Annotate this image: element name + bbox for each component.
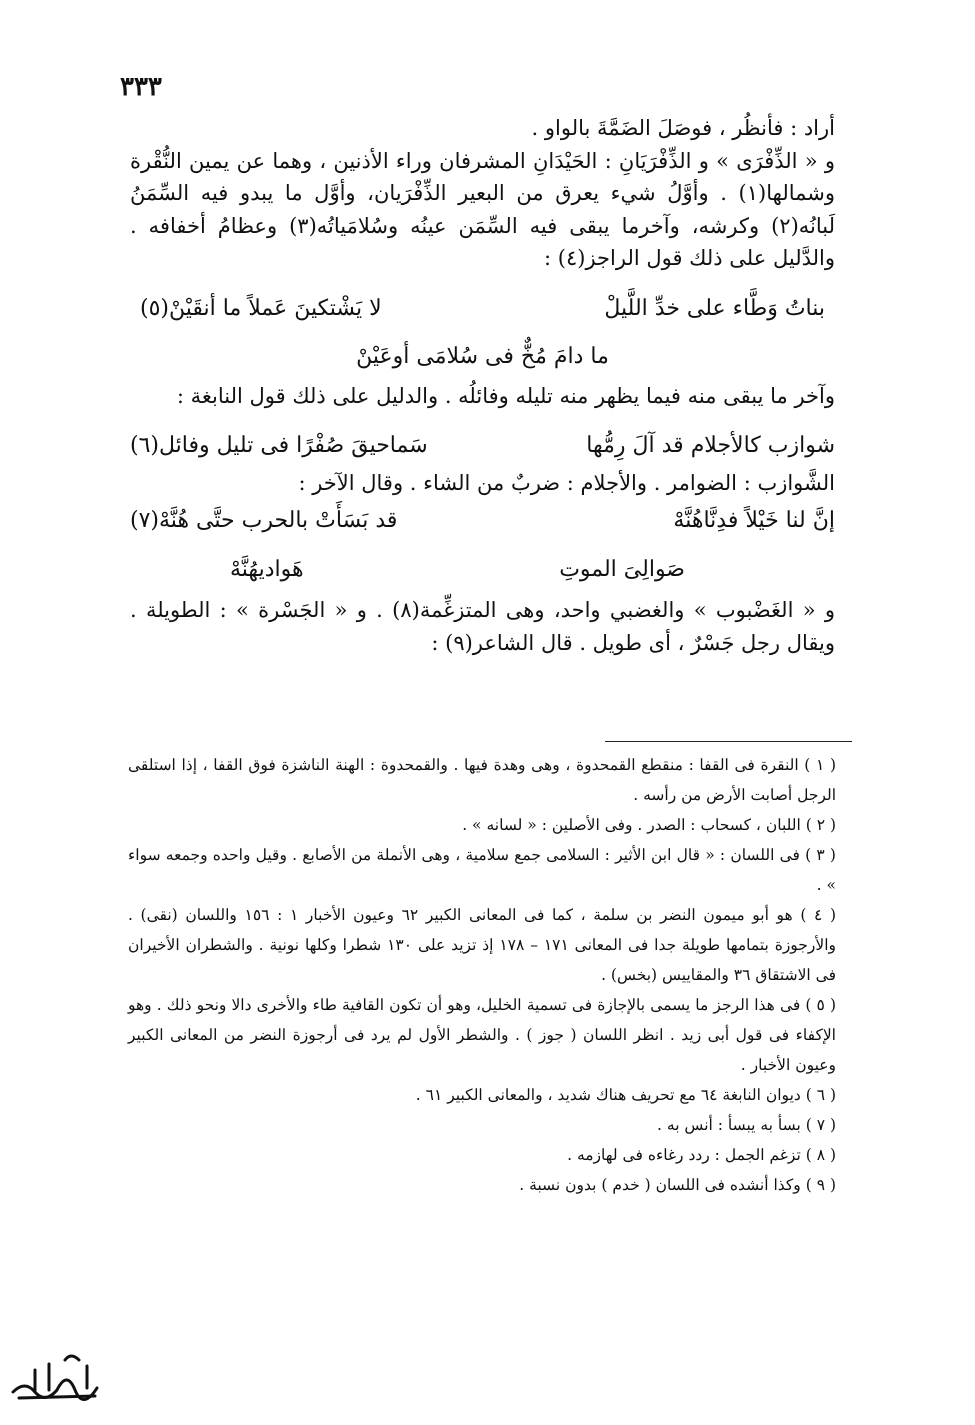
verse-line <box>130 430 835 463</box>
footnote: ( ٧ ) بسأ به يبسأ : أنس به . <box>657 1116 836 1134</box>
main-text <box>130 112 835 659</box>
footnote: ( ٢ ) اللبان ، كسحاب : الصدر . وفى الأصلين : « لسانه » . <box>462 816 836 834</box>
verse-hemistich-right: إنَّ لنا خَيْلاً فدِنَّاهُنَّهْ <box>673 508 835 533</box>
page-number: ٣٣٣ <box>120 72 162 102</box>
verse-hemistich-left: سَماحيقَ صُفْرًا فى تليل وفائل(٦) <box>130 433 428 458</box>
footnote: ( ٩ ) وكذا أنشده فى اللسان ( خدم ) بدون نسبة . <box>519 1176 836 1194</box>
footnotes <box>128 750 836 1200</box>
footnote: ( ٤ ) هو أبو ميمون النضر بن سلمة ، كما فى المعانى الكبير ٦٢ وعيون الأخبار ١ : ١٥٦ واللسان (نقى) . والأرجوزة بتمامها طويلة جدا فى المعانى ١٧١ – ١٧٨ إذ تزيد على ١٣٠ شطرا وكلها نونية . والشطران الأخيران فى الاشتقاق ٣٦ والمقاييس (بخس) . <box>128 906 837 984</box>
footnote: ( ٥ ) فى هذا الرجز ما يسمى بالإجازة فى تسمية الخليل، وهو أن تكون القافية طاء والأخرى دالا ونحو ذلك . وهو الإكفاء فى قول أبى زيد . انظر اللسان ( جوز ) . والشطر الأول لم يرد فى أرجوزة النضر من المعانى الكبير وعيون الأخبار . <box>128 996 836 1074</box>
verse-line <box>130 505 835 538</box>
verse-hemistich-right: شوازب كالأجلام قد آلَ رِمُّها <box>586 433 835 458</box>
footnote: ( ٦ ) ديوان النابغة ٦٤ مع تحريف هناك شديد ، والمعانى الكبير ٦١ . <box>415 1086 836 1104</box>
verse-hemistich-right: صَوالِىَ الموتِ <box>559 556 685 582</box>
verse-line <box>130 341 835 374</box>
verse-hemistich-left: قد بَسَأَتْ بالحرب حتَّى هُنَّهْ(٧) <box>130 508 398 533</box>
verse-hemistich-left: لا يَشْتكينَ عَملاً ما أنقَيْنْ(٥) <box>140 295 382 321</box>
footnote: ( ٨ ) تزغم الجمل : ردد رغاءه فى لهازمه . <box>567 1146 836 1164</box>
paragraph: وآخر ما يبقى منه فيما يظهر منه تليله وفائلُه . والدليل على ذلك قول النابغة : <box>176 383 835 408</box>
verse-line <box>130 293 835 326</box>
library-logo <box>5 1340 105 1420</box>
verse-hemistich-right: بناتُ وَطَّاء على خدِّ اللَّيلْ <box>604 295 825 321</box>
footnote-separator <box>605 741 852 742</box>
paragraph: و « الغَضْبوب » والغضبي واحد، وهى المتزغِّمة(٨) . و « الجَسْرة » : الطويلة . ويقال رجل جَسْرٌ ، أى طويل . قال الشاعر(٩) : <box>130 598 835 655</box>
paragraph: الشَّوازب : الضوامر . والأجلام : ضربٌ من الشاء . وقال الآخر : <box>298 470 835 495</box>
footnote: ( ١ ) النقرة فى القفا : منقطع القمحدوة ، وهى وهدة فيها . والقمحدوة : الهنة الناشزة فوق القفا ، إذا استلقى الرجل أصابت الأرض من رأسه . <box>128 756 836 804</box>
footnote: ( ٣ ) فى اللسان : « قال ابن الأثير : السلامى جمع سلامية ، وهى الأنملة من الأصابع . وقيل واحده وجمعه سواء » . <box>128 846 836 894</box>
paragraph: أراد : فأنظُر ، فوصَلَ الضَمَّةَ بالواو . <box>531 116 835 140</box>
verse-hemistich-left: هَواديهُنَّهْ <box>230 556 304 582</box>
verse-line <box>130 554 835 587</box>
verse-hemistich: ما دامَ مُخٌّ فى سُلامَى أوعَيْنْ <box>356 344 609 369</box>
paragraph: و « الذِّفْرَى » و الذِّفْرَيَانِ : الحَيْدَانِ المشرفان وراء الأذنين ، وهما عن يمين النُّقْرة وشمالها(١) . وأوَّلُ شيء يعرق من البعير الذِّفْرَيان، وأوَّل ما يبدو فيه السِّمَنُ لَبانُه(٢) وكرشه، وآخرما يبقى فيه السِّمَن عينُه وسُلامَياتُه(٣) وعظامُ أخفافه . والدَّليل على ذلك قول الراجز(٤) : <box>130 148 836 270</box>
